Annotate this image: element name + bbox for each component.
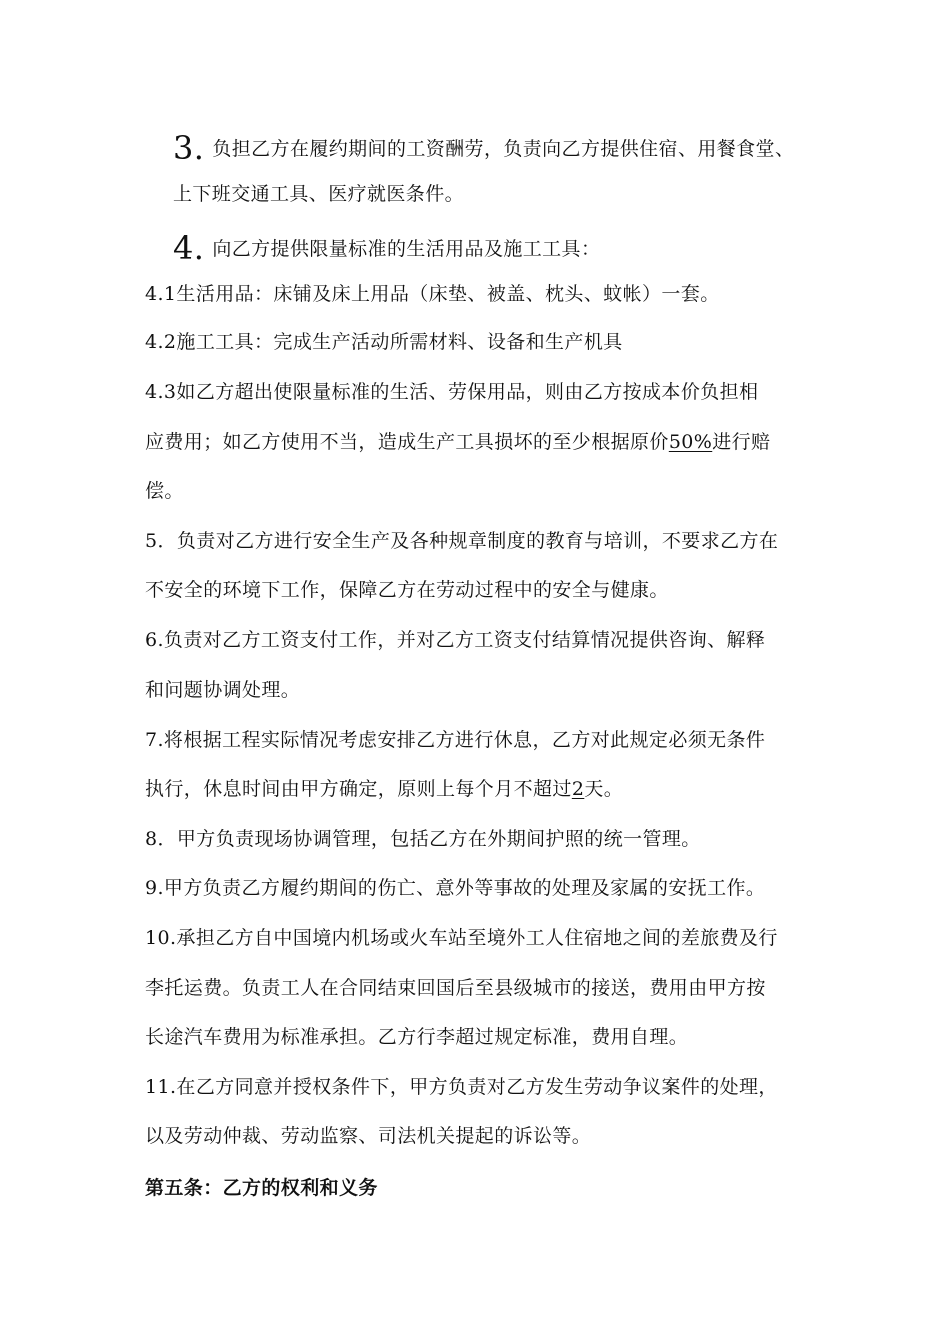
clause-10-line-1: 10.承担乙方自中国境内机场或火车站至境外工人住宿地之间的差旅费及行: [145, 927, 778, 949]
compensation-percentage: 50%: [668, 431, 713, 453]
clause-4-1: 4.1生活用品：床铺及床上用品（床垫、被盖、枕头、蚊帐）一套。: [145, 283, 720, 305]
clause-7-line-2: [145, 776, 623, 802]
clause-10-line-3: 长途汽车费用为标准承担。乙方行李超过规定标准，费用自理。: [145, 1026, 689, 1048]
max-rest-days: 2: [571, 778, 585, 800]
clause-7-line-1: 7.将根据工程实际情况考虑安排乙方进行休息，乙方对此规定必须无条件: [145, 729, 766, 751]
clause-3-line-2: 上下班交通工具、医疗就医条件。: [173, 183, 465, 205]
clause-3-number: 3.: [173, 129, 205, 167]
clause-4-text: 向乙方提供限量标准的生活用品及施工工具：: [212, 238, 601, 260]
clause-4-2: 4.2施工工具：完成生产活动所需材料、设备和生产机具: [145, 331, 623, 353]
clause-8: 8．甲方负责现场协调管理，包括乙方在外期间护照的统一管理。: [145, 828, 701, 850]
clause-5-line-1: 5．负责对乙方进行安全生产及各种规章制度的教育与培训，不要求乙方在: [145, 530, 779, 552]
clause-11-line-2: 以及劳动仲裁、劳动监察、司法机关提起的诉讼等。: [145, 1125, 592, 1147]
clause-4-3-text-a: 应费用；如乙方使用不当，造成生产工具损坏的至少根据原价: [145, 431, 669, 453]
clause-5-line-2: 不安全的环境下工作，保障乙方在劳动过程中的安全与健康。: [145, 579, 669, 601]
clause-4-3-text-b: 进行赔: [712, 431, 771, 453]
clause-6-line-1: 6.负责对乙方工资支付工作，并对乙方工资支付结算情况提供咨询、解释: [145, 629, 766, 651]
clause-4-3-line-2: [145, 429, 770, 455]
clause-7-text-a: 执行，休息时间由甲方确定，原则上每个月不超过: [145, 778, 572, 800]
clause-4-3-line-1: 4.3如乙方超出使限量标准的生活、劳保用品，则由乙方按成本价负担相: [145, 381, 759, 403]
clause-4-line-1: [173, 229, 601, 267]
clause-7-text-b: 天。: [584, 778, 624, 800]
clause-10-line-2: 李托运费。负责工人在合同结束回国后至县级城市的接送，费用由甲方按: [145, 977, 766, 999]
clause-11-line-1: 11.在乙方同意并授权条件下，甲方负责对乙方发生劳动争议案件的处理，: [145, 1076, 778, 1098]
clause-3-text: 负担乙方在履约期间的工资酬劳，负责向乙方提供住宿、用餐食堂、: [212, 138, 795, 160]
clause-4-3-line-3: 偿。: [145, 480, 184, 502]
clause-4-number: 4.: [173, 229, 205, 267]
clause-9: 9.甲方负责乙方履约期间的伤亡、意外等事故的处理及家属的安抚工作。: [145, 877, 766, 899]
clause-6-line-2: 和问题协调处理。: [145, 679, 301, 701]
clause-3-line-1: [173, 129, 795, 167]
section-5-heading: 第五条：乙方的权利和义务: [145, 1177, 378, 1199]
